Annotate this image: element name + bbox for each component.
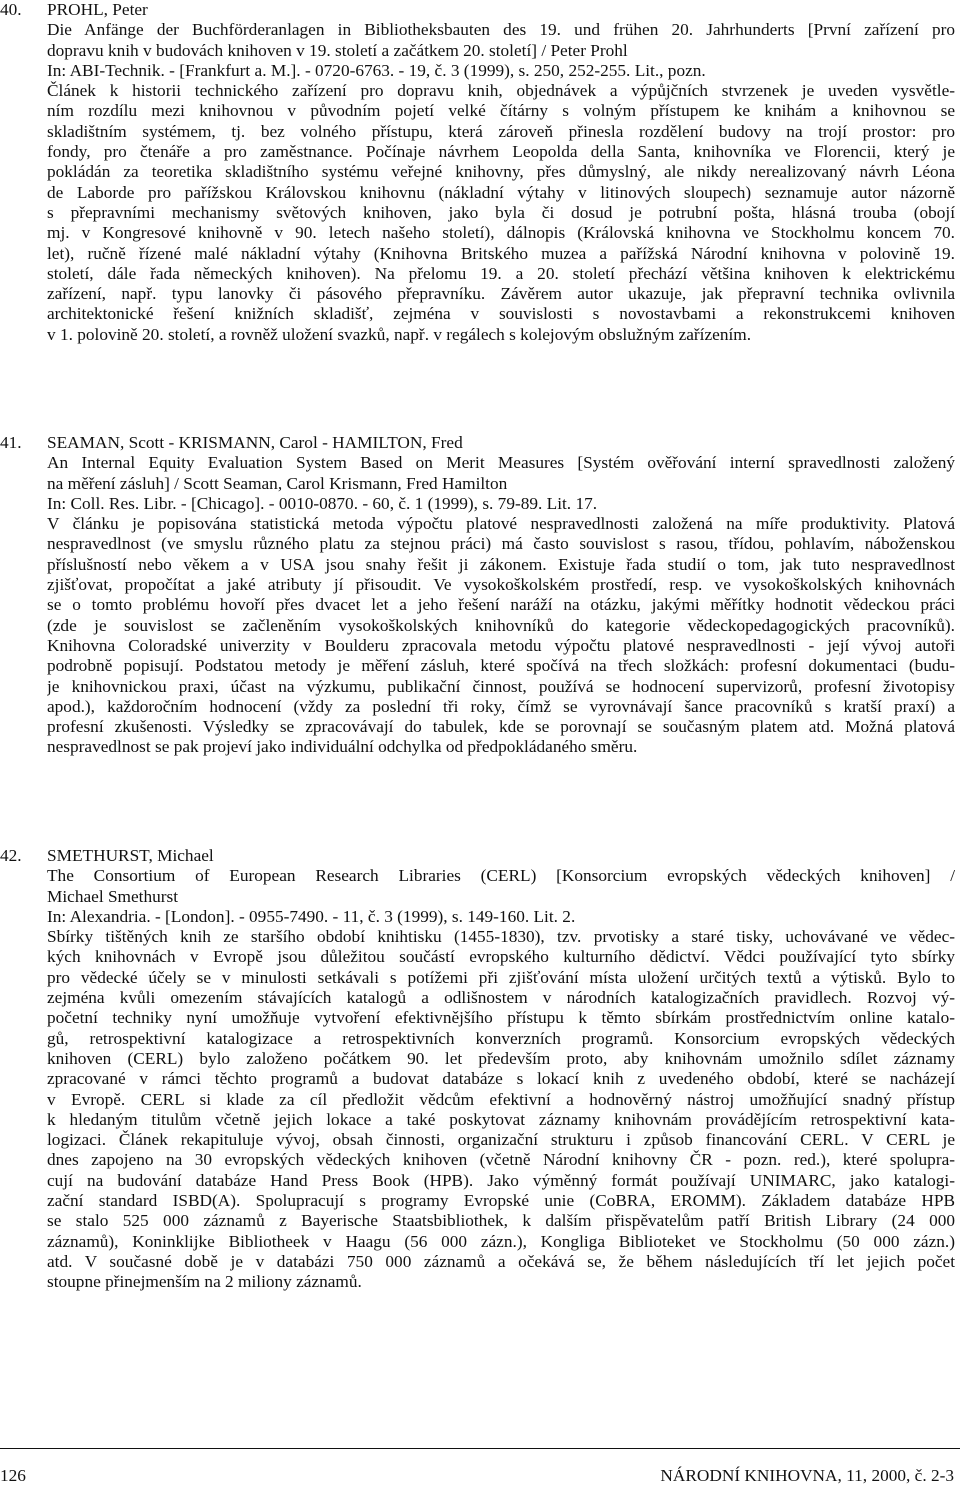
abstract-line: v 1. polovině 20. století, a rovněž uložení svazků, např. v regálech s kolejovým obslužným zařízením. — [47, 324, 752, 344]
abstract-line: k hledaným titulům včetně jejich lokace a také poskytovat záznamy knihovnám provádějícím retrospektivní kata- — [47, 1109, 955, 1129]
abstract-line: ním rozdílu mezi knihovnou v původním pojetí velké čítárny s volným přístupem ke knihám a knihovnou se — [47, 101, 955, 121]
author-line: SMETHURST, Michael — [47, 846, 214, 865]
entry-number: 41. — [0, 433, 22, 452]
title-line: dopravu knih v budovách knihoven v 19. století a začátkem 20. století] / Peter Prohl — [47, 40, 628, 60]
abstract-line: knihoven (CERL) bylo založeno počátkem 90. let především proto, aby knihovnám umožnilo sdílet záznamy — [47, 1048, 955, 1068]
abstract-line: pokládán za teoretika skladištního systému veřejné knihovny, přes důmyslný, ale nikdy nerealizovaný návrh Léona — [47, 162, 955, 182]
author-line: SEAMAN, Scott - KRISMANN, Carol - HAMILTON, Fred — [47, 433, 463, 452]
abstract-line: se stalo 525 000 záznamů z Bayerische Staatsbibliothek, k dalším přispěvatelům patří British Library (24 000 — [47, 1211, 955, 1231]
abstract-line: století, dále řada německých knihoven). Na přelomu 19. a 20. století přechází většina knihoven k elektrickému — [47, 263, 955, 283]
abstract-line: s přepravními mechanismy světových knihoven, jako byla či dosud je potrubní pošta, hlásná trouba (obojí — [47, 202, 955, 222]
entry-number: 40. — [0, 0, 22, 19]
abstract-line: zační standard ISBD(A). Spolupracují s programy Evropské unie (CoBRA, EROMM). Základem databáze HPB — [47, 1191, 955, 1211]
title-line: Michael Smethurst — [47, 886, 179, 906]
abstract-line: záznamů), Koninklijke Bibliotheek v Haagu (56 000 zázn.), Kongliga Biblioteket ve Stockholmu (50 000 zázn.) — [47, 1231, 955, 1251]
entry-number: 42. — [0, 846, 22, 865]
abstract-line: Sbírky tištěných knih ze staršího období knihtisku (1455-1830), tzv. prvotisky a staré tisky, uchovávané ve vědec- — [47, 927, 955, 947]
abstract-line: zařízení, např. typu lanovky či pásového přepravníku. Závěrem autor ukazuje, jak přepravní technika ovlivnila — [47, 284, 955, 304]
title-line: Die Anfänge der Buchförderanlagen in Bibliotheksbauten des 19. und frühen 20. Jahrhunderts [První zařízení pro — [47, 20, 955, 40]
abstract-line: v Evropě. CERL si klade za cíl předložit vědcům efektivní a hodnověrný nástroj umožňující snadný přístup — [47, 1089, 955, 1109]
footer-divider — [0, 1448, 960, 1449]
abstract-line: Knihovna Coloradské univerzity v Boulderu zpracovala metodu výpočtu platové nespravedlnosti - její vývoj autoři — [47, 635, 955, 655]
abstract-line: atd. V současné době je v databázi 750 000 záznamů a očekává se, že během následujících tří let jejich počet — [47, 1251, 955, 1271]
abstract-line: apod.), každoročním hodnocení (vždy za poslední tři roky, čímž se vyrovnávají šance pracovníků s kratší praxí) a — [47, 696, 955, 716]
abstract-line: Článek k historii technického zařízení pro dopravu knih, objednávek a výpůjčních stvrzenek je uveden vysvětle- — [47, 81, 955, 101]
entry-body — [47, 0, 955, 345]
abstract-line: nespravedlnost se pak projeví jako individuální odchylka od předpokládaného směru. — [47, 737, 638, 757]
title-line: The Consortium of European Research Libraries (CERL) [Konsorcium evropských vědeckých knihoven] / — [47, 866, 955, 886]
abstract-line: kých knihovnách v Evropě jsou důležitou součástí evropského kulturního dědictví. Vědci používající tyto sbírky — [47, 947, 955, 967]
abstract-line: zpracované v rámci těchto programů a budovat databáze s lokací knih z uvedeného období, které se nacházejí — [47, 1069, 955, 1089]
author-line: PROHL, Peter — [47, 0, 148, 19]
abstract-line: zejména kvůli omezením stávajících katalogů a odlišnostem v národních katalogizačních pravidlech. Rozvoj vý- — [47, 988, 955, 1008]
abstract-line: dnes zapojeno na 30 evropských vědeckých knihoven (včetně Národní knihovny ČR - pozn. red.), které spolupra- — [47, 1150, 955, 1170]
title-line: na měření zásluh] / Scott Seaman, Carol Krismann, Fred Hamilton — [47, 473, 508, 493]
source-line: In: ABI-Technik. - [Frankfurt a. M.]. - 0720-6763. - 19, č. 3 (1999), s. 250, 252-255. Lit., pozn. — [47, 60, 706, 80]
abstract-line: V článku je popisována statistická metoda výpočtu platové nespravedlnosti založená na míře produktivity. Platová — [47, 514, 955, 534]
source-line: In: Alexandria. - [London]. - 0955-7490. - 11, č. 3 (1999), s. 149-160. Lit. 2. — [47, 906, 576, 926]
abstract-line: je knihovnickou praxi, účast na výzkumu, publikační činnost, používá se hodnocení supervizorů, profesní životopisy — [47, 676, 955, 696]
abstract-line: cují na budování databáze Hand Press Book (HPB). Jako výměnný formát používají UNIMARC, jako katalogi- — [47, 1170, 955, 1190]
abstract-line: de Laborde pro pařížskou Královskou knihovnu (nákladní výtahy v litinových sloupech) seznamuje autor názorně — [47, 182, 955, 202]
title-line: An Internal Equity Evaluation System Based on Merit Measures [Systém ověřování interní spravedlnosti založený — [47, 453, 955, 473]
abstract-line: mj. v Kongresové knihovně v 90. letech našeho století), dálnopis (Královská knihovna ve Stockholmu koncem 70. — [47, 223, 955, 243]
abstract-line: let), ručně řízené malé nákladní výtahy (Knihovna Britského muzea a pařížská Národní knihovna v polovině 19. — [47, 243, 955, 263]
abstract-line: příslušností nebo věkem a v USA jsou snahy řešit ji zákonem. Existuje řada studií o tom, jak tuto nespravedlnost — [47, 554, 955, 574]
abstract-line: početní techniky nyní umožňuje vytvoření efektivnějšího přístupu k těmto sbírkám prostřednictvím online katalo- — [47, 1008, 955, 1028]
abstract-line: (zde je souvislost se začleněním vysokoškolských knihovníků do kategorie vědeckopedagogických pracovníků). — [47, 615, 955, 635]
journal-footer: NÁRODNÍ KNIHOVNA, 11, 2000, č. 2-3 — [660, 1466, 954, 1485]
source-line: In: Coll. Res. Libr. - [Chicago]. - 0010-0870. - 60, č. 1 (1999), s. 79-89. Lit. 17. — [47, 493, 598, 513]
abstract-line: skladištním systémem, tj. bez volného přístupu, která zároveň přinesla rozdělení budovy na trojí prostor: pro — [47, 121, 955, 141]
entry-body — [47, 846, 955, 1293]
abstract-line: pro vědecké účely se v minulosti setkávali s potížemi při zjišťování místa uložení určitých textů a výtisků. Bylo to — [47, 967, 955, 987]
abstract-line: zjišťovat, propočítat a jaké atributy jí přisoudit. Ve vysokoškolském prostředí, resp. ve vysokoškolských knihovnách — [47, 575, 955, 595]
entry-body — [47, 433, 955, 758]
abstract-line: profesní zkušenosti. Výsledky se zpracovávají do tabulek, kde se porovnají se současným platem atd. Možná platová — [47, 717, 955, 737]
abstract-line: se o tomto problému hovoří přes dvacet let a jeho řešení naráží na otázku, jakými měřítky hodnotit vědeckou práci — [47, 595, 955, 615]
abstract-line: architektonické řešení knižních skladišť, zejména v souvislosti s novostavbami a rekonstrukcemi knihoven — [47, 304, 955, 324]
abstract-line: gů, retrospektivní katalogizace a retrospektivních konverzních programů. Konsorcium evropských vědeckých — [47, 1028, 955, 1048]
abstract-line: fondy, pro čtenáře a pro zaměstnance. Počínaje návrhem Leopolda della Santa, knihovníka ve Florencii, který je — [47, 142, 955, 162]
page-number: 126 — [0, 1466, 26, 1485]
abstract-line: logizaci. Článek rekapituluje vývoj, obsah činnosti, organizační strukturu i způsob financování CERL. V CERL je — [47, 1130, 955, 1150]
abstract-line: nespravedlnost (ve smyslu různého platu za stejnou práci) má často souvislost s rasou, třídou, pohlavím, náboženskou — [47, 534, 955, 554]
abstract-line: stoupne přinejmenším na 2 miliony záznamů. — [47, 1272, 362, 1292]
abstract-line: podrobně popisují. Podstatou metody je měření zásluh, které spočívá na třech složkách: profesní dokumentaci (budu- — [47, 656, 955, 676]
